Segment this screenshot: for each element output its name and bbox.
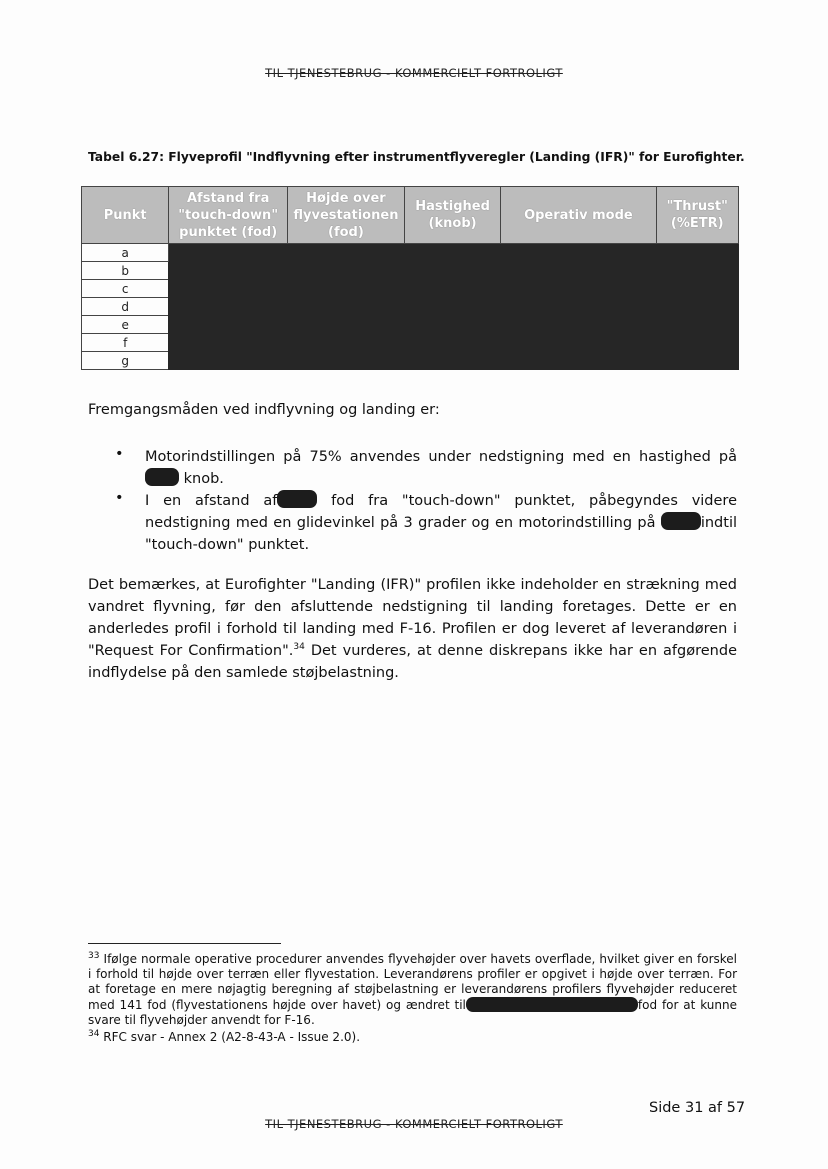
table-row xyxy=(82,244,739,262)
footnote-text: fod for at kunne svare til flyvehøjder anvendt for F-16. xyxy=(88,998,738,1027)
bullet2-text-c: indtil "touch-down" punktet. xyxy=(145,515,738,553)
footnote-number: 34 xyxy=(88,1029,100,1039)
classification-footer: TIL TJENESTEBRUG - KOMMERCIELT FORTROLIGT xyxy=(265,1117,563,1131)
row-label: d xyxy=(82,298,169,316)
row-label: b xyxy=(82,262,169,280)
col-header-afstand: Afstand fra "touch-down" punktet (fod) xyxy=(169,187,288,244)
footnote-ref: 34 xyxy=(293,642,305,653)
bullet2-text-a: I en afstand af xyxy=(145,493,278,509)
flight-profile-table xyxy=(81,186,739,370)
redaction-mark xyxy=(277,490,317,508)
col-header-hojde: Højde over flyvestationen (fod) xyxy=(288,187,405,244)
paragraph-text-2: Det vurderes, at denne diskrepans ikke har en afgørende indflydelse på den samlede støjbelastning. xyxy=(88,643,737,681)
row-label: f xyxy=(82,334,169,352)
col-header-hastighed: Hastighed (knob) xyxy=(404,187,500,244)
redaction-mark xyxy=(145,468,179,486)
row-label: a xyxy=(82,244,169,262)
body-paragraph xyxy=(88,574,737,684)
page-number: Side 31 af 57 xyxy=(649,1100,746,1116)
bullet-marker: • xyxy=(115,490,124,506)
col-header-punkt: Punkt xyxy=(82,187,169,244)
redaction-mark xyxy=(661,512,701,530)
table-header-row xyxy=(82,187,739,244)
footnote-text: RFC svar - Annex 2 (A2-8-43-A - Issue 2.0). xyxy=(99,1030,361,1044)
bullet2-text-b: fod fra "touch-down" punktet, påbegyndes videre nedstigning med en glidevinkel på 3 grader og en motorindstilling på xyxy=(145,493,737,531)
bullet-item-1 xyxy=(145,446,737,490)
footnote-text: Ifølge normale operative procedurer anvendes flyvehøjder over havets overflade, hvilket giver en forskel i forhold til højde over terræn eller flyvestation. Leverandørens profiler er opgivet i højde over terræn. For at foretage en mere nøjagtig beregning af støjbelastning er leverandørens profilers flyvehøjder reduceret med 141 fod (flyvestationens højde over havet) og ændret til xyxy=(88,952,737,1012)
paragraph-text: Det bemærkes, at Eurofighter "Landing (IFR)" profilen ikke indeholder en strækning med vandret flyvning, før den afsluttende nedstigning til landing foretages. Dette er en anderledes profil i forhold til landing med F-16. Profilen er dog leveret af leverandøren i "Request For Confirmation". xyxy=(88,577,737,659)
bullet-marker: • xyxy=(115,446,124,462)
footnote-34 xyxy=(88,1030,737,1045)
bullet1-text-a: Motorindstillingen på 75% anvendes under nedstigning med en hastighed på xyxy=(145,449,737,465)
intro-text: Fremgangsmåden ved indflyvning og landing er: xyxy=(88,402,440,418)
classification-header: TIL TJENESTEBRUG - KOMMERCIELT FORTROLIGT xyxy=(265,66,563,80)
redaction-mark xyxy=(466,997,638,1012)
bullet-item-2 xyxy=(145,490,737,556)
row-label: g xyxy=(82,352,169,370)
footnote-33 xyxy=(88,952,737,1028)
col-header-operativ-mode: Operativ mode xyxy=(501,187,656,244)
footnote-separator xyxy=(88,943,281,944)
footnote-number: 33 xyxy=(88,951,100,961)
col-header-thrust: "Thrust" (%ETR) xyxy=(656,187,738,244)
row-label: c xyxy=(82,280,169,298)
table-caption: Tabel 6.27: Flyveprofil "Indflyvning efter instrumentflyveregler (Landing (IFR)" for Eurofighter. xyxy=(88,150,745,164)
row-label: e xyxy=(82,316,169,334)
bullet1-text-b: knob. xyxy=(183,471,224,487)
redacted-block xyxy=(169,244,739,370)
